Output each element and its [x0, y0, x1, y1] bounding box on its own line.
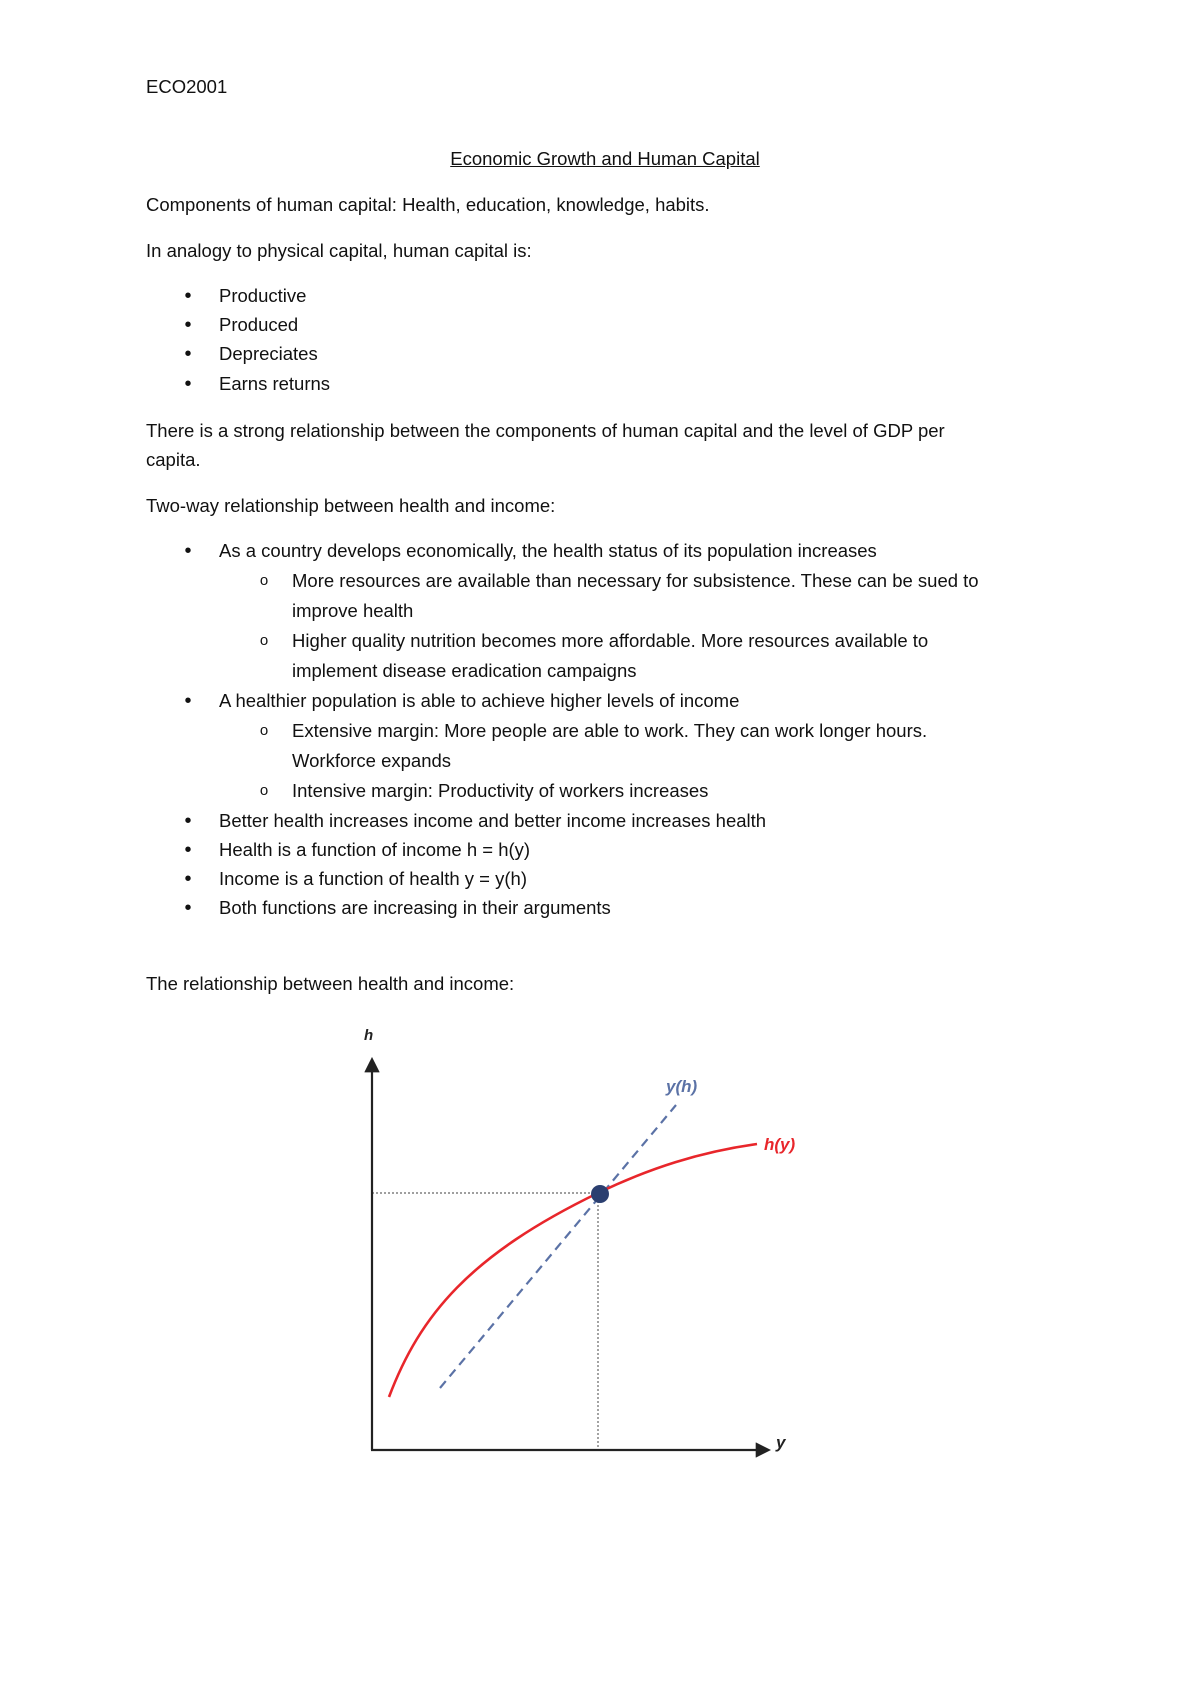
sub-list-item: Intensive margin: Productivity of workers increases [292, 780, 709, 801]
bullet-marker: • [184, 868, 192, 890]
list-item: A healthier population is able to achieve higher levels of income [219, 690, 740, 711]
bullet-marker: • [184, 343, 192, 365]
bullet-marker: • [184, 897, 192, 919]
page-title: Economic Growth and Human Capital [450, 148, 760, 169]
list-item: Both functions are increasing in their arguments [219, 897, 611, 918]
y-axis-label: h [364, 1027, 374, 1044]
curve-hy-label: h(y) [764, 1135, 796, 1154]
sub-bullet-marker: o [259, 632, 269, 649]
bullet-marker: • [184, 690, 192, 712]
bullet-marker: • [184, 285, 192, 307]
bullet-marker: • [184, 540, 192, 562]
sub-list-item: Higher quality nutrition becomes more affordable. More resources available to [292, 630, 929, 651]
list-item: Depreciates [219, 343, 318, 364]
list-item: Health is a function of income h = h(y) [219, 839, 531, 860]
list-item: As a country develops economically, the health status of its population increases [219, 540, 877, 561]
sub-bullet-marker: o [259, 722, 269, 739]
two-way-intro: Two-way relationship between health and income: [146, 495, 556, 516]
bullet-marker: • [184, 314, 192, 336]
bullet-marker: • [184, 810, 192, 832]
curve-yh [440, 1105, 676, 1388]
sub-list-item-cont: implement disease eradication campaigns [292, 660, 637, 681]
sub-list-item: Extensive margin: More people are able to work. They can work longer hours. [292, 720, 928, 741]
sub-list-item-cont: improve health [292, 600, 414, 621]
bullet-marker: • [184, 839, 192, 861]
curve-yh-label: y(h) [666, 1077, 698, 1096]
sub-list-item: More resources are available than necessary for subsistence. These can be sued to [292, 570, 979, 591]
figure-caption: The relationship between health and income: [146, 973, 515, 994]
curve-hy [389, 1144, 757, 1397]
components-paragraph: Components of human capital: Health, education, knowledge, habits. [146, 194, 710, 215]
relationship-paragraph-line2: capita. [146, 449, 201, 470]
sub-bullet-marker: o [259, 572, 269, 589]
x-axis-label: y [776, 1433, 786, 1452]
list-item: Better health increases income and better income increases health [219, 810, 767, 831]
course-code: ECO2001 [146, 76, 228, 97]
analogy-intro: In analogy to physical capital, human capital is: [146, 240, 532, 261]
list-item: Produced [219, 314, 299, 335]
sub-bullet-marker: o [259, 782, 269, 799]
list-item: Productive [219, 285, 307, 306]
equilibrium-point [591, 1185, 609, 1203]
relationship-paragraph-line1: There is a strong relationship between the components of human capital and the level of GDP per [146, 420, 945, 441]
list-item: Earns returns [219, 373, 331, 394]
list-item: Income is a function of health y = y(h) [219, 868, 527, 889]
sub-list-item-cont: Workforce expands [292, 750, 452, 771]
bullet-marker: • [184, 373, 192, 395]
